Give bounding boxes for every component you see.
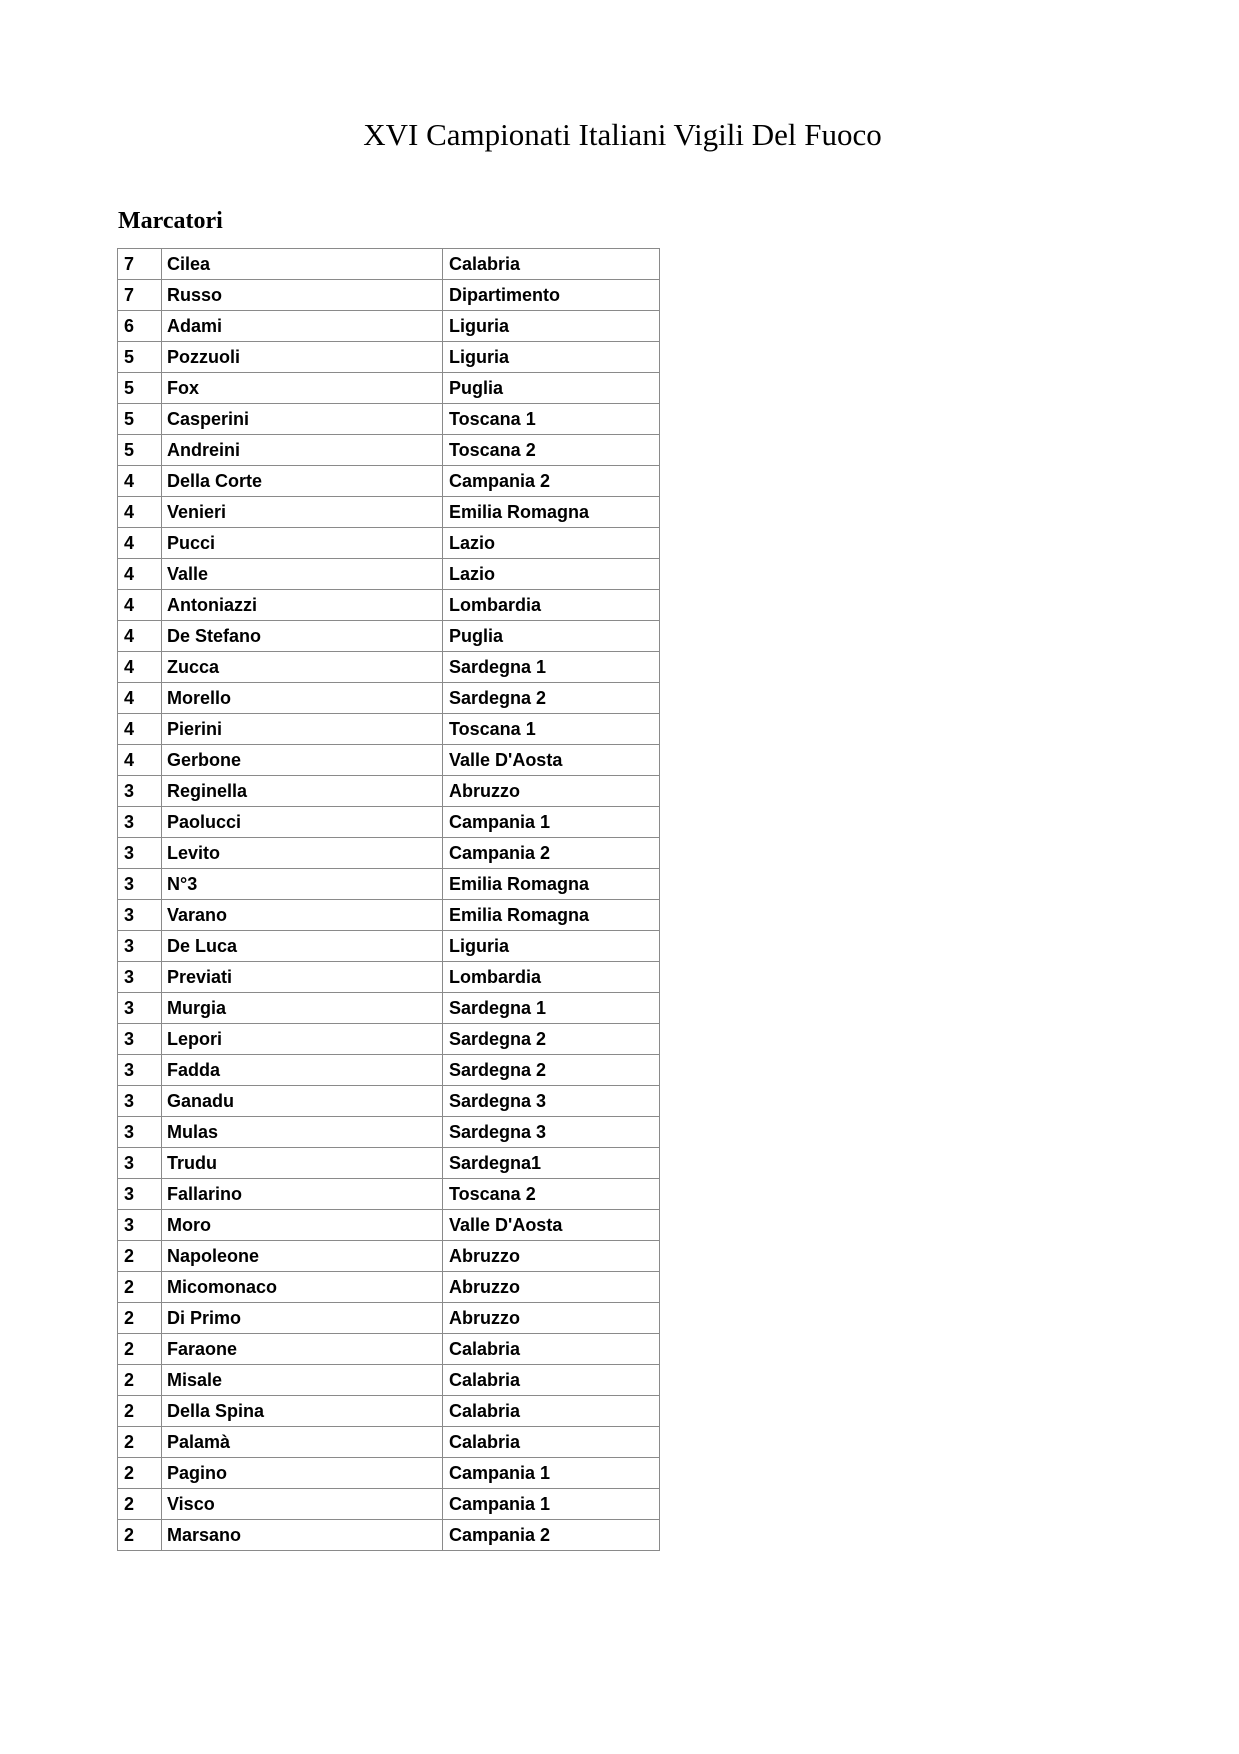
- player-name-cell: Trudu: [162, 1148, 443, 1179]
- table-row: [118, 435, 660, 466]
- player-name-cell: Fallarino: [162, 1179, 443, 1210]
- table-row: [118, 745, 660, 776]
- player-name-cell: Varano: [162, 900, 443, 931]
- player-name-cell: Visco: [162, 1489, 443, 1520]
- goals-cell: 4: [118, 652, 162, 683]
- table-row: [118, 900, 660, 931]
- table-row: [118, 714, 660, 745]
- table-row: [118, 466, 660, 497]
- table-row: [118, 962, 660, 993]
- player-name-cell: Levito: [162, 838, 443, 869]
- table-row: [118, 404, 660, 435]
- team-cell: Emilia Romagna: [443, 869, 660, 900]
- team-cell: Valle D'Aosta: [443, 745, 660, 776]
- goals-cell: 3: [118, 807, 162, 838]
- table-row: [118, 1396, 660, 1427]
- team-cell: Abruzzo: [443, 776, 660, 807]
- team-cell: Liguria: [443, 931, 660, 962]
- player-name-cell: Pierini: [162, 714, 443, 745]
- player-name-cell: Casperini: [162, 404, 443, 435]
- table-row: [118, 1520, 660, 1551]
- section-heading: Marcatori: [118, 208, 223, 234]
- goals-cell: 4: [118, 466, 162, 497]
- player-name-cell: Fox: [162, 373, 443, 404]
- player-name-cell: Palamà: [162, 1427, 443, 1458]
- goals-cell: 4: [118, 745, 162, 776]
- player-name-cell: Moro: [162, 1210, 443, 1241]
- goals-cell: 3: [118, 838, 162, 869]
- table-row: [118, 1055, 660, 1086]
- goals-cell: 3: [118, 962, 162, 993]
- goals-cell: 4: [118, 528, 162, 559]
- team-cell: Liguria: [443, 311, 660, 342]
- goals-cell: 2: [118, 1427, 162, 1458]
- team-cell: Campania 1: [443, 807, 660, 838]
- team-cell: Sardegna 3: [443, 1086, 660, 1117]
- table-row: [118, 1241, 660, 1272]
- goals-cell: 2: [118, 1489, 162, 1520]
- goals-cell: 5: [118, 404, 162, 435]
- goals-cell: 5: [118, 435, 162, 466]
- table-row: [118, 1117, 660, 1148]
- player-name-cell: Adami: [162, 311, 443, 342]
- team-cell: Dipartimento: [443, 280, 660, 311]
- team-cell: Sardegna 1: [443, 652, 660, 683]
- player-name-cell: Russo: [162, 280, 443, 311]
- team-cell: Abruzzo: [443, 1241, 660, 1272]
- goals-cell: 3: [118, 1024, 162, 1055]
- table-row: [118, 807, 660, 838]
- team-cell: Lazio: [443, 559, 660, 590]
- goals-cell: 3: [118, 1117, 162, 1148]
- player-name-cell: Della Corte: [162, 466, 443, 497]
- goals-cell: 6: [118, 311, 162, 342]
- team-cell: Calabria: [443, 1427, 660, 1458]
- goals-cell: 3: [118, 1055, 162, 1086]
- team-cell: Lazio: [443, 528, 660, 559]
- team-cell: Emilia Romagna: [443, 900, 660, 931]
- player-name-cell: Pozzuoli: [162, 342, 443, 373]
- team-cell: Sardegna 2: [443, 1055, 660, 1086]
- goals-cell: 3: [118, 1148, 162, 1179]
- table-row: [118, 1365, 660, 1396]
- team-cell: Campania 2: [443, 1520, 660, 1551]
- table-row: [118, 1179, 660, 1210]
- table-row: [118, 1458, 660, 1489]
- team-cell: Campania 2: [443, 838, 660, 869]
- player-name-cell: Paolucci: [162, 807, 443, 838]
- player-name-cell: Gerbone: [162, 745, 443, 776]
- table-row: [118, 1272, 660, 1303]
- table-row: [118, 311, 660, 342]
- player-name-cell: Micomonaco: [162, 1272, 443, 1303]
- table-row: [118, 1024, 660, 1055]
- player-name-cell: Misale: [162, 1365, 443, 1396]
- player-name-cell: Ganadu: [162, 1086, 443, 1117]
- table-row: [118, 280, 660, 311]
- goals-cell: 4: [118, 590, 162, 621]
- team-cell: Toscana 2: [443, 435, 660, 466]
- player-name-cell: Di Primo: [162, 1303, 443, 1334]
- goals-cell: 3: [118, 993, 162, 1024]
- player-name-cell: Antoniazzi: [162, 590, 443, 621]
- goals-cell: 4: [118, 714, 162, 745]
- player-name-cell: Napoleone: [162, 1241, 443, 1272]
- team-cell: Calabria: [443, 1396, 660, 1427]
- page-title: XVI Campionati Italiani Vigili Del Fuoco: [363, 117, 882, 152]
- table-row: [118, 683, 660, 714]
- goals-cell: 2: [118, 1241, 162, 1272]
- team-cell: Toscana 1: [443, 714, 660, 745]
- goals-cell: 5: [118, 373, 162, 404]
- player-name-cell: De Stefano: [162, 621, 443, 652]
- team-cell: Sardegna 3: [443, 1117, 660, 1148]
- team-cell: Abruzzo: [443, 1272, 660, 1303]
- player-name-cell: Cilea: [162, 249, 443, 280]
- team-cell: Sardegna 2: [443, 1024, 660, 1055]
- player-name-cell: Marsano: [162, 1520, 443, 1551]
- goals-cell: 2: [118, 1334, 162, 1365]
- player-name-cell: Reginella: [162, 776, 443, 807]
- team-cell: Toscana 1: [443, 404, 660, 435]
- table-row: [118, 1086, 660, 1117]
- player-name-cell: Zucca: [162, 652, 443, 683]
- team-cell: Puglia: [443, 621, 660, 652]
- goals-cell: 2: [118, 1520, 162, 1551]
- table-row: [118, 497, 660, 528]
- team-cell: Valle D'Aosta: [443, 1210, 660, 1241]
- table-row: [118, 838, 660, 869]
- team-cell: Puglia: [443, 373, 660, 404]
- team-cell: Sardegna1: [443, 1148, 660, 1179]
- goals-cell: 5: [118, 342, 162, 373]
- table-row: [118, 249, 660, 280]
- goals-cell: 2: [118, 1303, 162, 1334]
- table-row: [118, 869, 660, 900]
- team-cell: Toscana 2: [443, 1179, 660, 1210]
- goals-cell: 4: [118, 683, 162, 714]
- goals-cell: 3: [118, 1179, 162, 1210]
- team-cell: Liguria: [443, 342, 660, 373]
- player-name-cell: Venieri: [162, 497, 443, 528]
- scorers-table-body: [118, 249, 660, 1551]
- table-row: [118, 342, 660, 373]
- team-cell: Calabria: [443, 249, 660, 280]
- table-row: [118, 931, 660, 962]
- goals-cell: 4: [118, 621, 162, 652]
- player-name-cell: Pucci: [162, 528, 443, 559]
- team-cell: Campania 2: [443, 466, 660, 497]
- player-name-cell: Morello: [162, 683, 443, 714]
- player-name-cell: Previati: [162, 962, 443, 993]
- player-name-cell: Faraone: [162, 1334, 443, 1365]
- goals-cell: 4: [118, 497, 162, 528]
- table-row: [118, 1303, 660, 1334]
- team-cell: Lombardia: [443, 962, 660, 993]
- team-cell: Lombardia: [443, 590, 660, 621]
- goals-cell: 4: [118, 559, 162, 590]
- goals-cell: 2: [118, 1458, 162, 1489]
- table-row: [118, 776, 660, 807]
- table-row: [118, 1334, 660, 1365]
- table-row: [118, 590, 660, 621]
- team-cell: Sardegna 1: [443, 993, 660, 1024]
- table-row: [118, 1148, 660, 1179]
- team-cell: Campania 1: [443, 1489, 660, 1520]
- player-name-cell: Mulas: [162, 1117, 443, 1148]
- goals-cell: 3: [118, 900, 162, 931]
- table-row: [118, 1210, 660, 1241]
- goals-cell: 2: [118, 1396, 162, 1427]
- team-cell: Calabria: [443, 1334, 660, 1365]
- team-cell: Emilia Romagna: [443, 497, 660, 528]
- table-row: [118, 559, 660, 590]
- table-row: [118, 993, 660, 1024]
- goals-cell: 3: [118, 776, 162, 807]
- goals-cell: 7: [118, 249, 162, 280]
- goals-cell: 2: [118, 1272, 162, 1303]
- player-name-cell: Lepori: [162, 1024, 443, 1055]
- player-name-cell: Pagino: [162, 1458, 443, 1489]
- team-cell: Calabria: [443, 1365, 660, 1396]
- table-row: [118, 1427, 660, 1458]
- table-row: [118, 621, 660, 652]
- player-name-cell: N°3: [162, 869, 443, 900]
- goals-cell: 2: [118, 1365, 162, 1396]
- player-name-cell: De Luca: [162, 931, 443, 962]
- scorers-table: [117, 248, 660, 1551]
- team-cell: Abruzzo: [443, 1303, 660, 1334]
- goals-cell: 3: [118, 931, 162, 962]
- player-name-cell: Valle: [162, 559, 443, 590]
- table-row: [118, 1489, 660, 1520]
- goals-cell: 7: [118, 280, 162, 311]
- player-name-cell: Andreini: [162, 435, 443, 466]
- player-name-cell: Murgia: [162, 993, 443, 1024]
- goals-cell: 3: [118, 869, 162, 900]
- team-cell: Campania 1: [443, 1458, 660, 1489]
- table-row: [118, 652, 660, 683]
- team-cell: Sardegna 2: [443, 683, 660, 714]
- table-row: [118, 373, 660, 404]
- table-row: [118, 528, 660, 559]
- player-name-cell: Della Spina: [162, 1396, 443, 1427]
- player-name-cell: Fadda: [162, 1055, 443, 1086]
- goals-cell: 3: [118, 1086, 162, 1117]
- goals-cell: 3: [118, 1210, 162, 1241]
